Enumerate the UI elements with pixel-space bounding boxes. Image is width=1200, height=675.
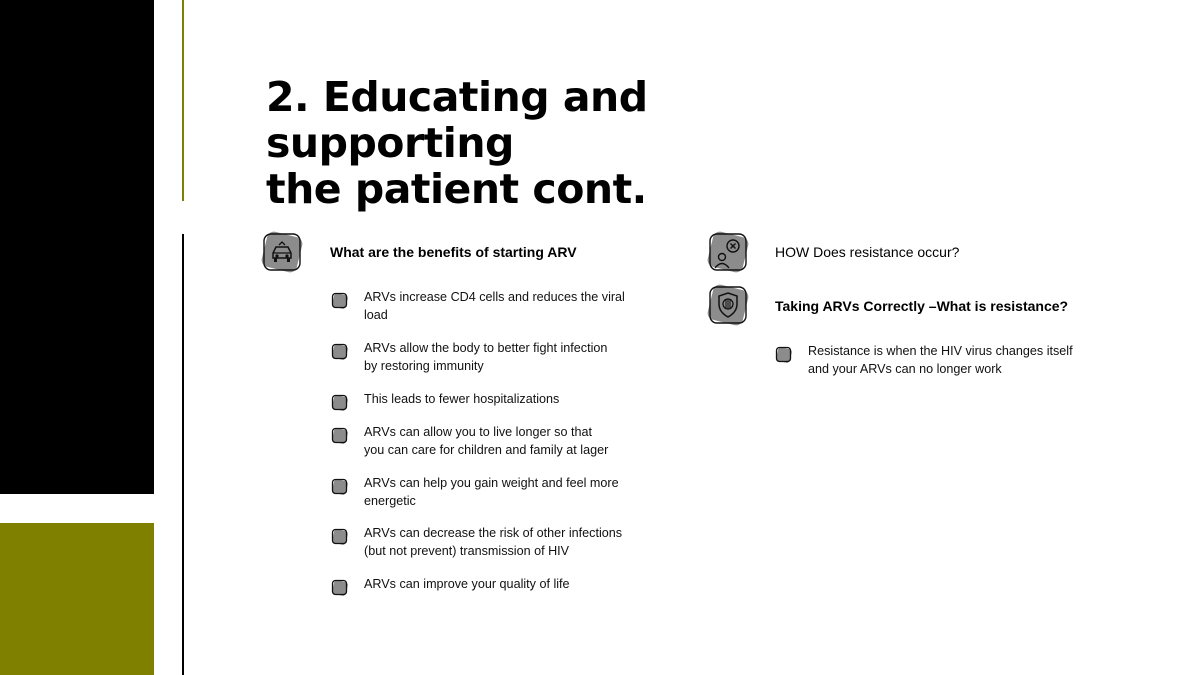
bullet-square-icon (330, 291, 350, 311)
olive-divider-line (182, 0, 184, 201)
left-olive-panel (0, 523, 154, 675)
slide-title-line2: the patient cont. (266, 165, 647, 213)
left-black-panel (0, 0, 154, 494)
bullet-square-icon (330, 342, 350, 362)
bullet-line1: ARVs allow the body to better fight infection (364, 341, 608, 355)
bullet-square-icon (774, 345, 794, 365)
bullet-line1: ARVs increase CD4 cells and reduces the viral (364, 290, 625, 304)
bullet-line1: Resistance is when the HIV virus changes itself (808, 344, 1073, 358)
bullet-item (808, 342, 1073, 378)
bullet-item (364, 524, 622, 560)
shield-icon (704, 281, 752, 329)
bullet-item (364, 474, 619, 510)
bullet-line1: ARVs can allow you to live longer so that (364, 425, 592, 439)
car-icon (258, 228, 306, 276)
bullet-square-icon (330, 578, 350, 598)
bullet-line2: (but not prevent) transmission of HIV (364, 544, 570, 558)
bullet-line1: This leads to fewer hospitalizations (364, 392, 560, 406)
right-heading-how: HOW Does resistance occur? (775, 244, 960, 260)
bullet-line1: ARVs can improve your quality of life (364, 577, 570, 591)
bullet-line2: energetic (364, 494, 416, 508)
bullet-line1: ARVs can help you gain weight and feel more (364, 476, 619, 490)
bullet-item (364, 575, 570, 593)
bullet-item (364, 339, 607, 375)
bullet-line2: by restoring immunity (364, 359, 484, 373)
bullet-line2: and your ARVs can no longer work (808, 362, 1002, 376)
bullet-item (364, 390, 559, 408)
bullet-square-icon (330, 426, 350, 446)
slide-title (266, 74, 906, 212)
bullet-item (364, 288, 625, 324)
bullet-item (364, 423, 608, 459)
bullet-square-icon (330, 527, 350, 547)
slide-title-line1: 2. Educating and supporting (266, 73, 648, 167)
right-heading-resistance: Taking ARVs Correctly –What is resistance? (775, 298, 1069, 314)
left-heading: What are the benefits of starting ARV (330, 244, 577, 260)
bullet-square-icon (330, 393, 350, 413)
bullet-line2: load (364, 308, 388, 322)
bullet-line1: ARVs can decrease the risk of other infections (364, 526, 623, 540)
bullet-line2: you can care for children and family at lager (364, 443, 609, 457)
black-divider-line (182, 234, 184, 675)
person-virus-icon (704, 228, 752, 276)
bullet-square-icon (330, 477, 350, 497)
